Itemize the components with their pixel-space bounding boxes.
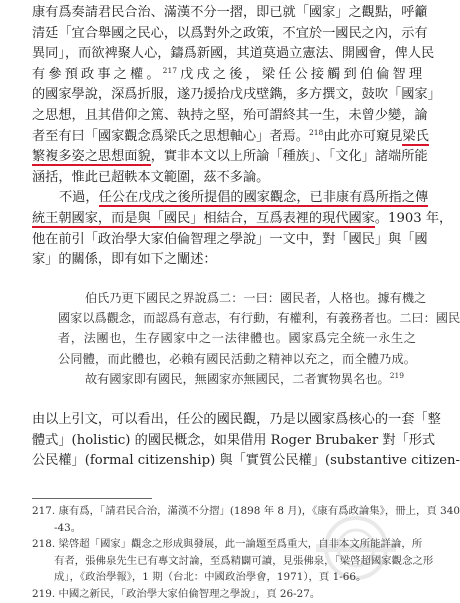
- footnote-divider: [32, 498, 152, 499]
- body-text: [32, 3, 453, 271]
- body-line: 家」的關係，即有如下之闡述：: [32, 252, 217, 268]
- footnote-line: 成」，《政治學報》，1 期（台北：中國政治學會，1971），頁 1-66。: [54, 571, 367, 584]
- quote-line: 公同體，而此體也，必賴有國民活動之精神以充之，而全體乃成。: [58, 351, 416, 366]
- underlined-phrase: 任公在戊戌之後所提倡的國家觀念，已非康有爲所指之傳: [98, 190, 429, 206]
- body-line: 者至有曰「國家觀念爲梁氏之思想軸心」者焉。$^{218}$由此亦可窺見梁氏: [32, 127, 429, 144]
- body-line: 由以上引文，可以看出，任公的國民觀，乃是以國家爲核心的一套「整: [32, 412, 441, 427]
- body-line: 清廷「宜合舉國之民心，以爲對外之政策，不宜於一國民之內，示有: [32, 25, 428, 41]
- quote-line: 者，法團也，生存國家中之一法律體也。國家爲完全統一永生之: [58, 331, 416, 346]
- footnote-ref-217: 217: [162, 65, 177, 75]
- underlined-phrase: 統王朝國家，而是與「國民」相結合，互爲表裡的現代國家: [32, 210, 375, 226]
- footnote-line: 217. 康有爲，「請君民合治，滿漢不分摺」(1898 年 8 月)，《康有爲政論集》，冊上，頁 340: [32, 505, 460, 517]
- underlined-phrase: 梁氏: [402, 128, 429, 144]
- block-quote: [58, 288, 460, 389]
- footnote-line: -43。: [54, 521, 82, 534]
- body-line: 異同」，而欲裨聚人心，鑄爲新國，其道莫過立憲法、開國會，俾人民: [32, 46, 435, 62]
- footnote-ref-218: 218: [308, 127, 324, 137]
- footnotes: [32, 503, 460, 603]
- body-line: 涵括，惟此已超軼本文範圍，茲不多論。: [32, 169, 270, 185]
- body-line: 康有爲奏請君民合治、滿漢不分一摺，即已就「國家」之觀點，呼籲: [32, 5, 428, 20]
- quote-line: 故有國家即有國民，無國家亦無國民，二者實物異名也。$^{219}$: [85, 370, 405, 386]
- body-line: 公民權」(formal citizenship) 與「實質公民權」(substantive citizen-: [32, 453, 460, 469]
- body-line: 他在前引「政治學大家伯倫智理之學說」一文中，對「國民」與「國: [32, 231, 428, 247]
- footnote-line: 218. 梁啓超「國家」觀念之形成與發展，此一論題至爲重大，自非本文所能詳論，所: [32, 538, 423, 551]
- quote-line: 伯氏乃更下國民之界說爲二：一曰：國民者，人格也。據有機之: [85, 291, 427, 305]
- body-text-continued: [32, 410, 460, 472]
- body-line: 統王朝國家，而是與「國民」相結合，互爲表裡的現代國家。1903 年，: [32, 210, 453, 226]
- body-line: 的國家學說，深爲折服，遂乃援拾戊戌壁鐫，多方撰文，鼓吹「國家」: [32, 87, 441, 103]
- body-line: 不過，任公在戊戌之後所提倡的國家觀念，已非康有爲所指之傳: [59, 190, 429, 206]
- footnote-ref-219: 219: [389, 370, 405, 380]
- body-line: 有參預政事之權。$^{217}$戊戌之後，梁任公接觸到伯倫智理: [32, 65, 423, 82]
- quote-line: 國家以爲觀念，而認爲有意志，有行動，有權利，有義務者也。二曰：國民: [58, 311, 460, 326]
- footnote-line: 219. 中國之新民，「政治學大家伯倫智理之學說」，頁 26-27。: [32, 587, 321, 600]
- body-line: 繁複多姿之思想面貌，實非本文以上所論「種族」、「文化」諸端所能: [32, 149, 428, 165]
- body-line: 體式」(holistic) 的國民概念，如果借用 Roger Brubaker 對「形式: [32, 432, 436, 448]
- footnote-line: 有者，張佛泉先生已有專文討論，至爲精闢可讀，見張佛泉，「梁啓超國家觀念之形: [54, 554, 434, 567]
- underlined-phrase: 繁複多姿之思想面貌: [32, 149, 151, 165]
- body-line: 之思想，且其借仰之篤、執持之堅，殆可謂終其一生，未曾少變，論: [32, 107, 428, 123]
